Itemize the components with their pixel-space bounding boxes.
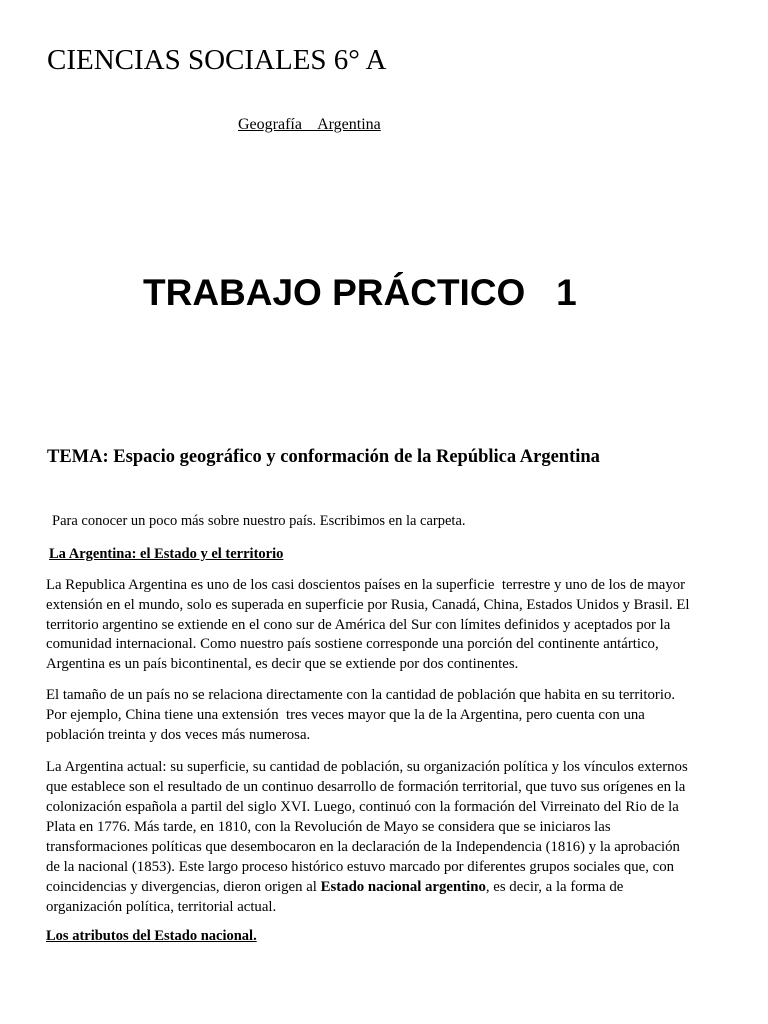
section-heading-territory: La Argentina: el Estado y el territorio (49, 546, 284, 562)
text-line: extensión en el mundo, solo es superada en superficie por Rusia, Canadá, China, Estados Unidos y Brasil. El (46, 596, 690, 613)
intro-text: Para conocer un poco más sobre nuestro país. Escribimos en la carpeta. (52, 513, 466, 529)
text-line: que establece son el resultado de un continuo desarrollo de formación territorial, que tuvo sus orígenes en la (46, 779, 686, 795)
text-line: Argentina es un país bicontinental, es decir que se extiende por dos continentes. (46, 656, 519, 673)
text-line: El tamaño de un país no se relaciona directamente con la cantidad de población que habita en su territorio. (46, 687, 676, 703)
text-line: colonización española a partil del siglo XVI. Luego, continuó con la formación del Virreinato del Rio de la (46, 799, 679, 815)
text-line: La Republica Argentina es uno de los casi doscientos países en la superficie terrestre y uno de los de mayor (46, 577, 686, 593)
text-line: La Argentina actual: su superficie, su cantidad de población, su organización política y los vínculos externos (46, 759, 688, 775)
text-line: de la nacional (1853). Este largo proceso histórico estuvo marcado por diferentes grupos sociales que, con (46, 859, 674, 875)
text-line: población treinta y dos veces más numerosa. (46, 727, 311, 743)
text-line: Por ejemplo, China tiene una extensión tres veces mayor que la de la Argentina, pero cuenta con una (46, 707, 645, 723)
text-segment: coincidencias y divergencias, dieron origen al (46, 879, 321, 895)
text-line: transformaciones políticas que desembocaron en la declaración de la Independencia (1816) y la aprobación (46, 839, 680, 855)
course-title: CIENCIAS SOCIALES 6° A (47, 44, 387, 76)
text-line: territorio argentino se extiende en el cono sur de América del Sur con límites definidos y aceptados por la (46, 616, 671, 633)
text-line: organización política, territorial actual. (46, 899, 277, 915)
text-line: comunidad internacional. Como nuestro país sostiene corresponde una porción del continente antártico, (46, 636, 659, 653)
bold-term: Estado nacional argentino (320, 879, 486, 895)
paragraph-population (46, 685, 675, 745)
text-line: Plata en 1776. Más tarde, en 1810, con la Revolución de Mayo se considera que se iniciaros las (46, 819, 611, 835)
text-line (46, 877, 688, 897)
paragraph-history (46, 757, 688, 917)
topic-heading: TEMA: Espacio geográfico y conformación de la República Argentina (47, 447, 600, 467)
text-segment: , es decir, a la forma de (485, 879, 624, 895)
subject-subtitle: Geografía Argentina (238, 116, 381, 133)
paragraph-territory (46, 576, 690, 675)
assignment-title: TRABAJO PRÁCTICO 1 (143, 272, 577, 313)
section-heading-attributes: Los atributos del Estado nacional. (46, 928, 257, 944)
